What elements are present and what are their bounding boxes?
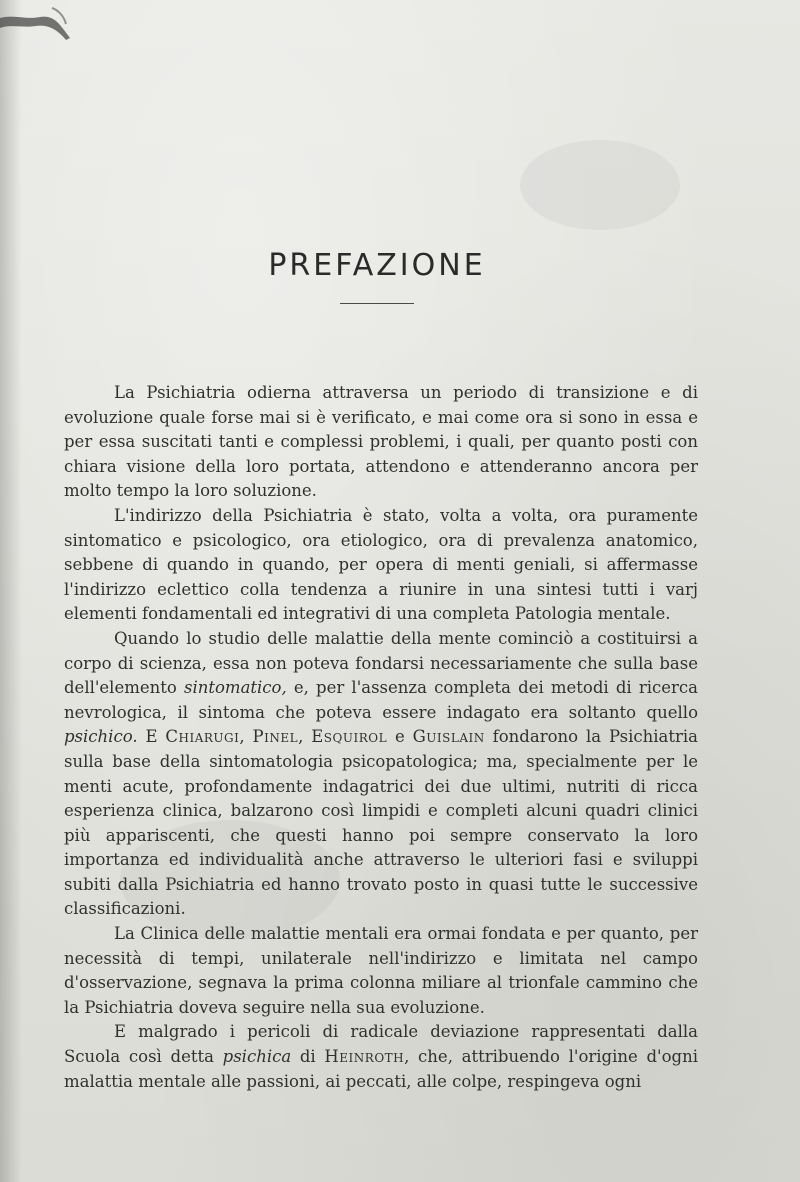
author-name-heinroth: Heinroth (324, 1047, 405, 1067)
torn-corner-mark (0, 0, 80, 60)
preface-body (64, 381, 698, 1094)
text-run: di (291, 1047, 325, 1067)
author-name-pinel: Pinel (252, 727, 299, 747)
text-run: E malgrado i pericoli di radicale deviazione rappresentati dalla Scuola così detta (64, 1022, 698, 1067)
author-name-esquirol: Esquirol (311, 727, 388, 747)
text-run: E (137, 727, 166, 747)
text-run: e (387, 727, 413, 747)
text-run: Quando lo studio delle malattie della mente cominciò a costituirsi a corpo di scienza, essa non poteva fondarsi necessariamente che sulla base dell'elemento (64, 628, 698, 698)
paper-stain (520, 140, 680, 230)
text-run: fondarono la Psichiatria sulla base della sintomatologia psicopatologica; ma, specialmente per le menti acute, profondamente indagatrici dei due ultimi, nutriti di ricca esperienza clinica, balzarono così limpidi e completi alcuni quadri clinici più appariscenti, che questi hanno poi sempre conservato la loro importanza ed individualità anche attraverso le ulteriori fasi e sviluppi subiti dalla Psichiatria ed hanno trovato posto in quasi tutte le successive classificazioni. (64, 727, 698, 919)
text-run: , (239, 727, 253, 747)
paragraph-3 (64, 627, 698, 922)
text-run: e, per l'assenza completa dei metodi di ricerca nevrologica, il sintoma che poteva essere indagato era soltanto quello (64, 678, 698, 722)
page-title: PREFAZIONE (268, 248, 486, 283)
paragraph-2: L'indirizzo della Psichiatria è stato, volta a volta, ora puramente sintomatico e psicologico, ora etiologico, ora di prevalenza anatomico, sebbene di quando in quando, per opera di menti geniali, si affermasse l'indirizzo eclettico colla tendenza a riunire in una sintesi tutti i varj elementi fondamentali ed integrativi di una completa Patologia mentale. (64, 505, 698, 624)
italic-term-psichica: psichica (222, 1047, 292, 1067)
paragraph-4: La Clinica delle malattie mentali era ormai fondata e per quanto, per necessità di tempi, unilaterale nell'indirizzo e limitata nel campo d'osservazione, segnava la prima colonna miliare al trionfale cammino che la Psichiatria doveva seguire nella sua evoluzione. (64, 924, 698, 1017)
text-run: , che, attribuendo l'origine d'ogni malattia mentale alle passioni, ai peccati, alle colpe, respingeva ogni (64, 1047, 698, 1091)
text-run: , (298, 727, 312, 747)
title-rule (340, 303, 414, 304)
author-name-guislain: Guislain (412, 727, 485, 747)
italic-term-psichico: psichico. (64, 727, 138, 747)
author-name-chiarugi: Chiarugi (165, 727, 240, 747)
paragraph-1: La Psichiatria odierna attraversa un periodo di transizione e di evoluzione quale forse mai si è verificato, e mai come ora si sono in essa e per essa suscitati tanti e complessi problemi, i quali, per quanto posti con chiara visione della loro portata, attendono e attenderanno ancora per molto tempo la loro soluzione. (64, 383, 698, 501)
italic-term-sintomatico: sintomatico, (183, 678, 287, 698)
page-edge-shadow (0, 0, 22, 1182)
paragraph-5 (64, 1020, 698, 1094)
